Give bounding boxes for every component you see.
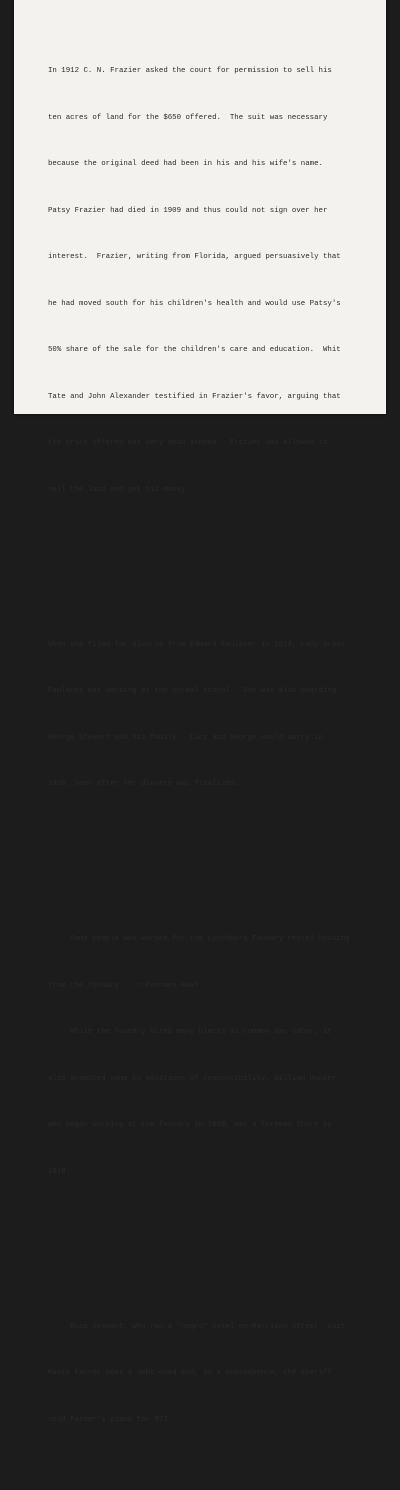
- page-text: [48, 2, 383, 1490]
- text-line: who began working at the foundry in 1898, was a foreman there by: [48, 1121, 332, 1129]
- text-line: Patsy Frazier had died in 1909 and thus could not sign over her: [48, 206, 328, 215]
- text-line: also promoted some to positions of responsibility. William Hunter,: [48, 1074, 341, 1083]
- text-line: Some people who worked for the Lynchburg Foundry rented housing: [48, 935, 350, 943]
- text-line: 50% share of the sale for the children's care and education. Whit: [48, 346, 341, 354]
- paragraph-frazier: [48, 33, 383, 529]
- paragraph-foundry: [48, 901, 383, 1211]
- text-line: While the foundry hired many blacks as common day labor, it: [48, 1028, 332, 1036]
- text-line: Rosa Stewart, who ran a "negro" hotel on Harrison Street, suit: [48, 1322, 346, 1331]
- paragraph-stewart: [48, 1289, 383, 1460]
- text-line: George Stewart and his family. Lucy and George would marry in: [48, 733, 323, 742]
- text-line: 1918.: [48, 1167, 71, 1176]
- text-line: sell the land and get his money.: [48, 485, 190, 494]
- text-line: sold Farner's piano for $77.: [48, 1415, 173, 1424]
- text-line: 1916, soon after her divorce was finalized.: [48, 780, 239, 788]
- text-line: the price offered was very good indeed. Frazier was allowed to: [48, 439, 328, 447]
- text-line: ten acres of land for the $650 offered. The suit was necessary: [48, 113, 328, 122]
- text-line: When she filed for divorce from Edward Faulkner in 1914, Lucy Grant: [48, 640, 346, 649]
- text-line: because the original deed had been in his and his wife's name.: [48, 160, 323, 168]
- text-line: Mamie Farner over a debt owed and, as a consequence, the sheriff: [48, 1369, 332, 1377]
- paragraph-gap: [48, 560, 383, 576]
- text-line: In 1912 C. N. Frazier asked the court for permission to sell his: [48, 67, 332, 75]
- paragraph-gap: [48, 855, 383, 871]
- text-line: from the foundry. = Furnace Row?: [48, 981, 199, 990]
- paragraph-faulkner: [48, 607, 383, 824]
- text-line: he had moved south for his children's health and would use Patsy's: [48, 299, 341, 308]
- text-line: Tate and John Alexander testified in Frazier's favor, arguing that: [48, 392, 341, 401]
- paragraph-gap: [48, 1242, 383, 1258]
- text-line: interest. Frazier, writing from Florida, argued persuasively that: [48, 253, 341, 261]
- text-line: Faulkner was working at the normal school. She was also boarding: [48, 687, 337, 695]
- document-page: [14, 0, 386, 1424]
